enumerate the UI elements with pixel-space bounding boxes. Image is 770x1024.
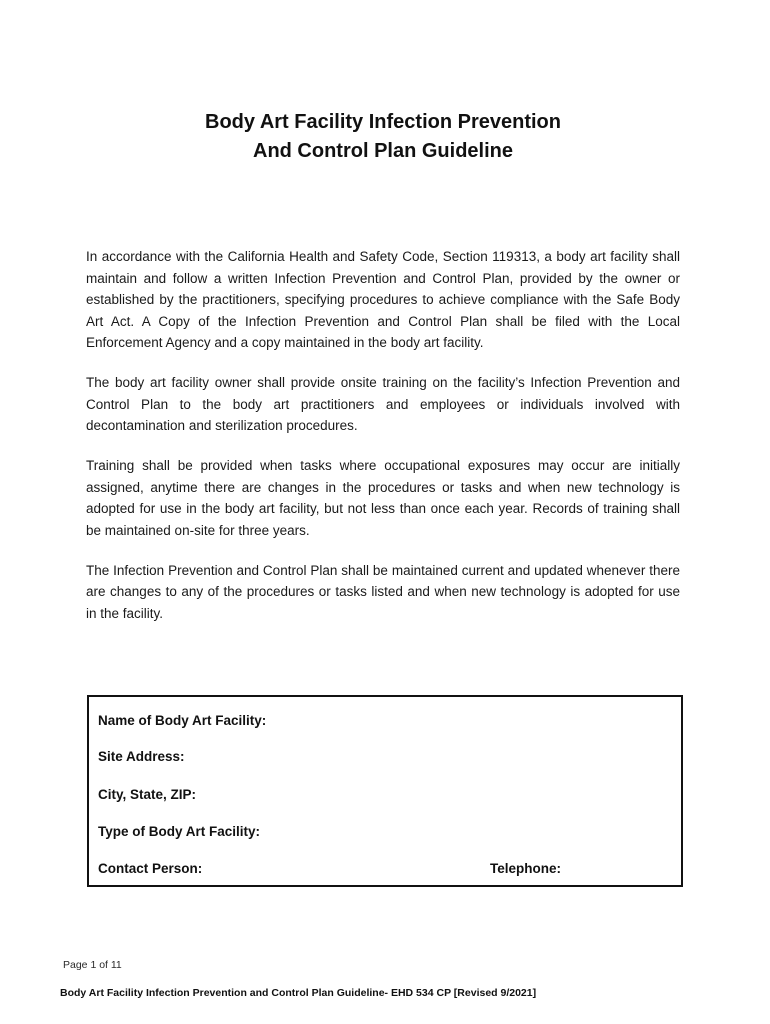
page-number: Page 1 of 11 bbox=[63, 959, 122, 971]
paragraph-owner-training: The body art facility owner shall provide onsite training on the facility’s Infection Prevention and Control Plan to the body art practitioners and employees or individuals involved with decontamination and sterilization procedures. bbox=[86, 375, 680, 433]
facility-info-box bbox=[87, 695, 683, 887]
form-row-facility-name bbox=[98, 711, 672, 731]
site-address-label: Site Address: bbox=[98, 749, 185, 764]
document-title bbox=[86, 108, 680, 166]
document-reference-footer: Body Art Facility Infection Prevention and Control Plan Guideline- EHD 534 CP [Revised 9/2021] bbox=[60, 987, 537, 999]
telephone-label: Telephone: bbox=[490, 861, 562, 876]
paragraph-legal-requirement: In accordance with the California Health and Safety Code, Section 119313, a body art facility shall maintain and follow a written Infection Prevention and Control Plan, provided by the owner or established by the practitioners, specifying procedures to achieve compliance with the Safe Body Art Act. A Copy of the Infection Prevention and Control Plan shall be filed with the Local Enforcement Agency and a copy maintained in the body art facility. bbox=[86, 249, 680, 350]
form-row-city-state-zip bbox=[98, 785, 672, 805]
form-row-contact-telephone bbox=[98, 859, 672, 879]
paragraph-plan-updates: The Infection Prevention and Control Plan shall be maintained current and updated whenever there are changes to any of the procedures or tasks listed and when new technology is adopted for use in the facility. bbox=[86, 562, 680, 621]
document-title-line2: And Control Plan Guideline bbox=[253, 140, 513, 162]
document-body bbox=[86, 246, 680, 643]
facility-name-label: Name of Body Art Facility: bbox=[98, 713, 267, 728]
city-state-zip-label: City, State, ZIP: bbox=[98, 787, 197, 802]
contact-person-label: Contact Person: bbox=[98, 861, 203, 876]
paragraph-training-schedule: Training shall be provided when tasks where occupational exposures may occur are initially assigned, anytime there are changes in the procedures or tasks and when new technology is adopted for use in the body art facility, but not less than once each year. Records of training shall be maintained on-site for three years. bbox=[86, 458, 680, 538]
facility-type-label: Type of Body Art Facility: bbox=[98, 824, 261, 839]
form-row-site-address bbox=[98, 747, 672, 767]
document-title-line1: Body Art Facility Infection Prevention bbox=[205, 111, 561, 133]
form-row-facility-type bbox=[98, 822, 672, 842]
